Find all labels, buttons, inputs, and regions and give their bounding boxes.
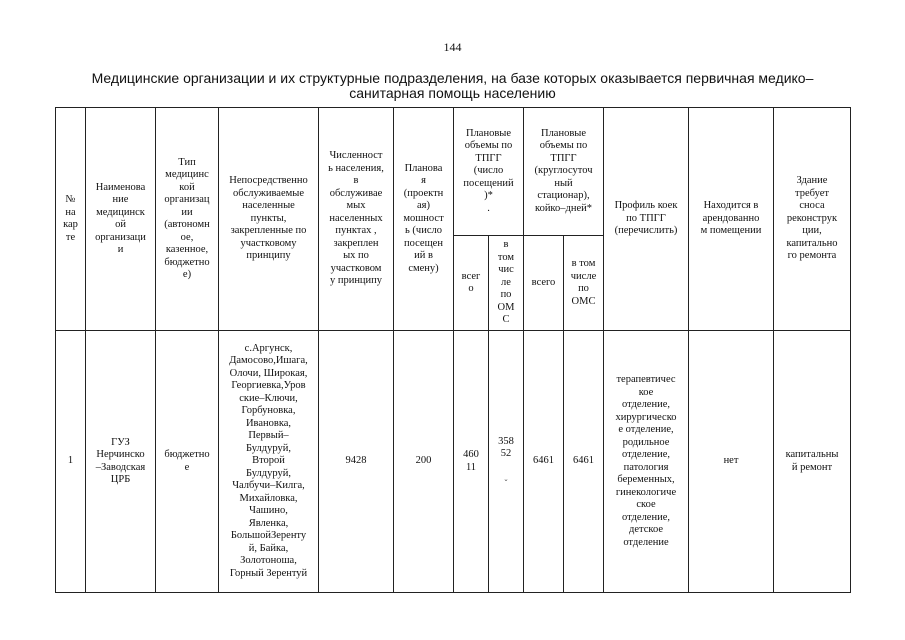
header-beds-total: всего bbox=[524, 236, 564, 331]
header-visits-oms: в том чис ле по ОМ С bbox=[489, 236, 524, 331]
header-building: Здание требует сноса реконструк ции, капитально го ремонта bbox=[774, 108, 851, 331]
cell-population: 9428 bbox=[319, 331, 394, 593]
cell-profile: терапевтичес кое отделение, хирургическо е отделение, родильное отделение, патология беременных, гинекологиче ское отделение, детское отделение bbox=[604, 331, 689, 593]
cell-name: ГУЗ Нерчинско –Заводская ЦРБ bbox=[86, 331, 156, 593]
header-name: Наименова ние медицинск ой организаци и bbox=[86, 108, 156, 331]
cell-type: бюджетно е bbox=[156, 331, 219, 593]
header-num: № на кар те bbox=[56, 108, 86, 331]
header-type: Тип медицинс кой организац ии (автономн ое, казенное, бюджетно е) bbox=[156, 108, 219, 331]
organizations-table bbox=[55, 107, 851, 593]
cell-num: 1 bbox=[56, 331, 86, 593]
header-visits-total: всег о bbox=[454, 236, 489, 331]
cell-rented: нет bbox=[689, 331, 774, 593]
page-number: 144 bbox=[443, 40, 462, 54]
cell-visits-total: 460 11 bbox=[454, 331, 489, 593]
page-title: Медицинские организации и их структурные подразделения, на базе которых оказывается первичная медико–санитарная помощь населению bbox=[91, 70, 814, 101]
cell-visits-oms-mark: ˘ bbox=[504, 477, 508, 488]
cell-beds-oms: 6461 bbox=[564, 331, 604, 593]
header-settlements: Непосредственно обслуживаемые населенные пункты, закрепленные по участковому принципу bbox=[219, 108, 319, 331]
cell-visits-oms-value: 358 52 bbox=[498, 435, 514, 459]
cell-settlements: с.Аргунск, Дамосово,Ишага, Олочи, Широкая, Георгиевка,Уров ские–Ключи, Горбуновка, Ивановка, Первый– Булдуруй, Второй Булдуруй, Чалбучи–Килга, Михайловка, Чашино, Явленка, БольшойЗеренту й, Байка, Золотоноша, Горный Зерентуй bbox=[219, 331, 319, 593]
header-beds-oms: в том числе по ОМС bbox=[564, 236, 604, 331]
cell-building: капитальны й ремонт bbox=[774, 331, 851, 593]
header-capacity: Планова я (проектн ая) мошност ь (число посещен ий в смену) bbox=[394, 108, 454, 331]
cell-capacity: 200 bbox=[394, 331, 454, 593]
cell-beds-total: 6461 bbox=[524, 331, 564, 593]
header-population: Численност ь населения, в обслуживае мых населенных пунктах , закреплен ых по участковом у принципу bbox=[319, 108, 394, 331]
header-rented: Находится в арендованно м помещении bbox=[689, 108, 774, 331]
cell-visits-oms bbox=[489, 331, 524, 593]
header-profile: Профиль коек по ТПГГ (перечислить) bbox=[604, 108, 689, 331]
header-beds-group: Плановые объемы по ТПГГ (круглосуточ ный стационар), койко–дней* bbox=[524, 108, 604, 236]
header-visits-group: Плановые объемы по ТПГГ (число посещений )* . bbox=[454, 108, 524, 236]
